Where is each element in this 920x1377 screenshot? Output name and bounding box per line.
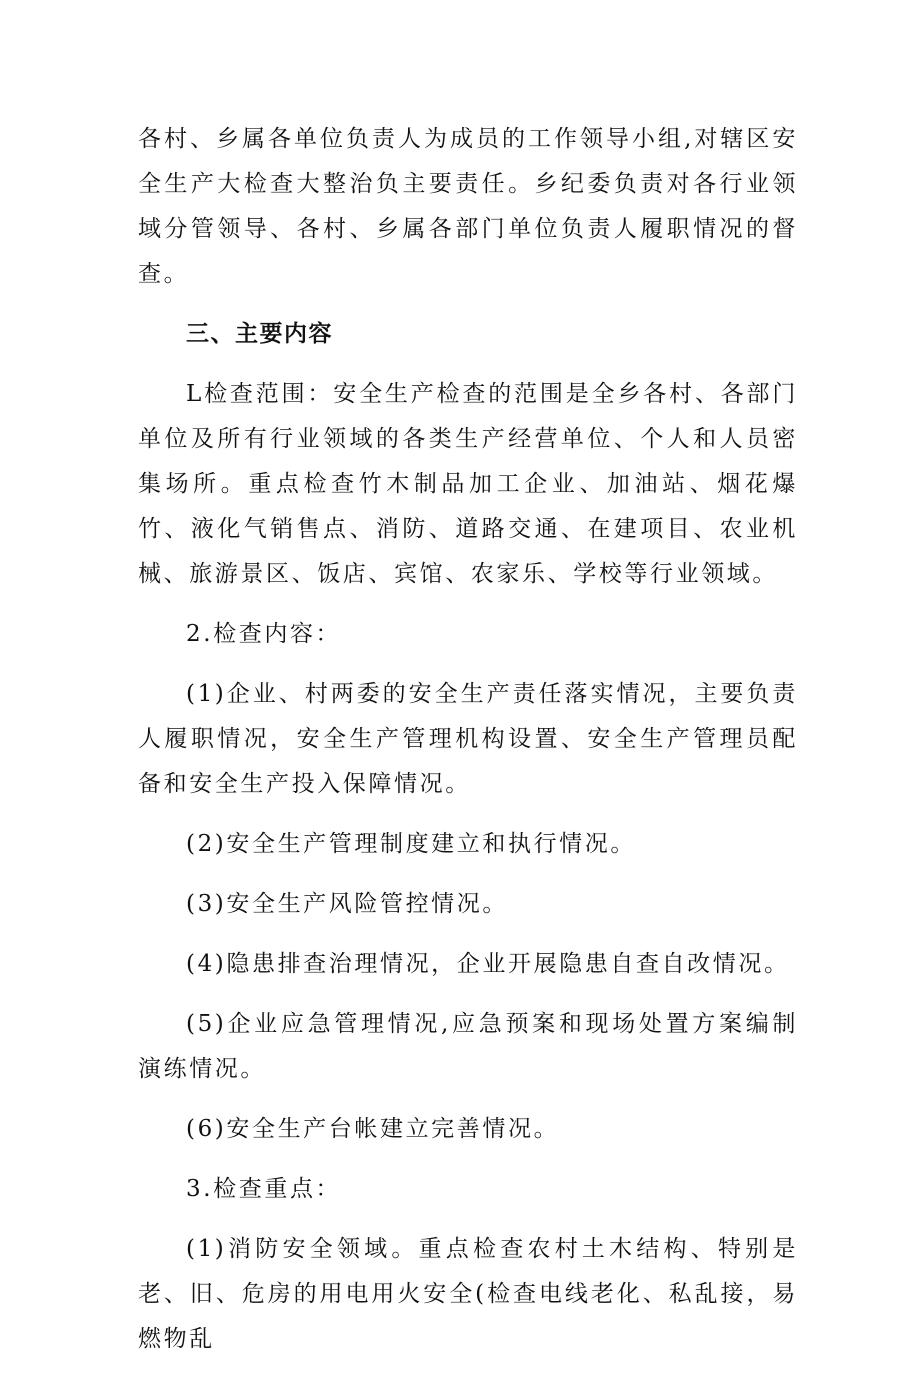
paragraph-inspection-focus-heading: 3.检查重点： bbox=[186, 1176, 342, 1202]
list-item-content-3: (3)安全生产风险管控情况。 bbox=[186, 891, 508, 917]
paragraph-inspection-scope: L检查范围：安全生产检查的范围是全乡各村、各部门单位及所有行业领域的各类生产经营单位、个人和人员密集场所。重点检查竹木制品加工企业、加油站、烟花爆竹、液化气销售点、消防、道路交通、在建项目、农业机械、旅游景区、饭店、宾馆、农家乐、学校等行业领域。 bbox=[138, 381, 798, 587]
list-item-content-6: (6)安全生产台帐建立完善情况。 bbox=[186, 1116, 560, 1142]
list-item-content-5: (5)企业应急管理情况,应急预案和现场处置方案编制演练情况。 bbox=[138, 1011, 798, 1082]
list-item-content-4: (4)隐患排查治理情况，企业开展隐患自查自改情况。 bbox=[186, 951, 790, 977]
section-heading-main-content: 三、主要内容 bbox=[186, 321, 333, 347]
list-item-focus-1: (1)消防安全领域。重点检查农村土木结构、特别是老、旧、危房的用电用火安全(检查电线老化、私乱接，易燃物乱 bbox=[138, 1236, 798, 1352]
paragraph-leadership-group: 各村、乡属各单位负责人为成员的工作领导小组,对辖区安全生产大检查大整治负主要责任。乡纪委负责对各行业领域分管领导、各村、乡属各部门单位负责人履职情况的督查。 bbox=[138, 126, 798, 287]
list-item-content-1: (1)企业、村两委的安全生产责任落实情况，主要负责人履职情况，安全生产管理机构设置、安全生产管理员配备和安全生产投入保障情况。 bbox=[138, 681, 798, 797]
list-item-content-2: (2)安全生产管理制度建立和执行情况。 bbox=[186, 831, 636, 857]
paragraph-inspection-content-heading: 2.检查内容： bbox=[186, 621, 342, 647]
document-body bbox=[138, 117, 798, 1377]
